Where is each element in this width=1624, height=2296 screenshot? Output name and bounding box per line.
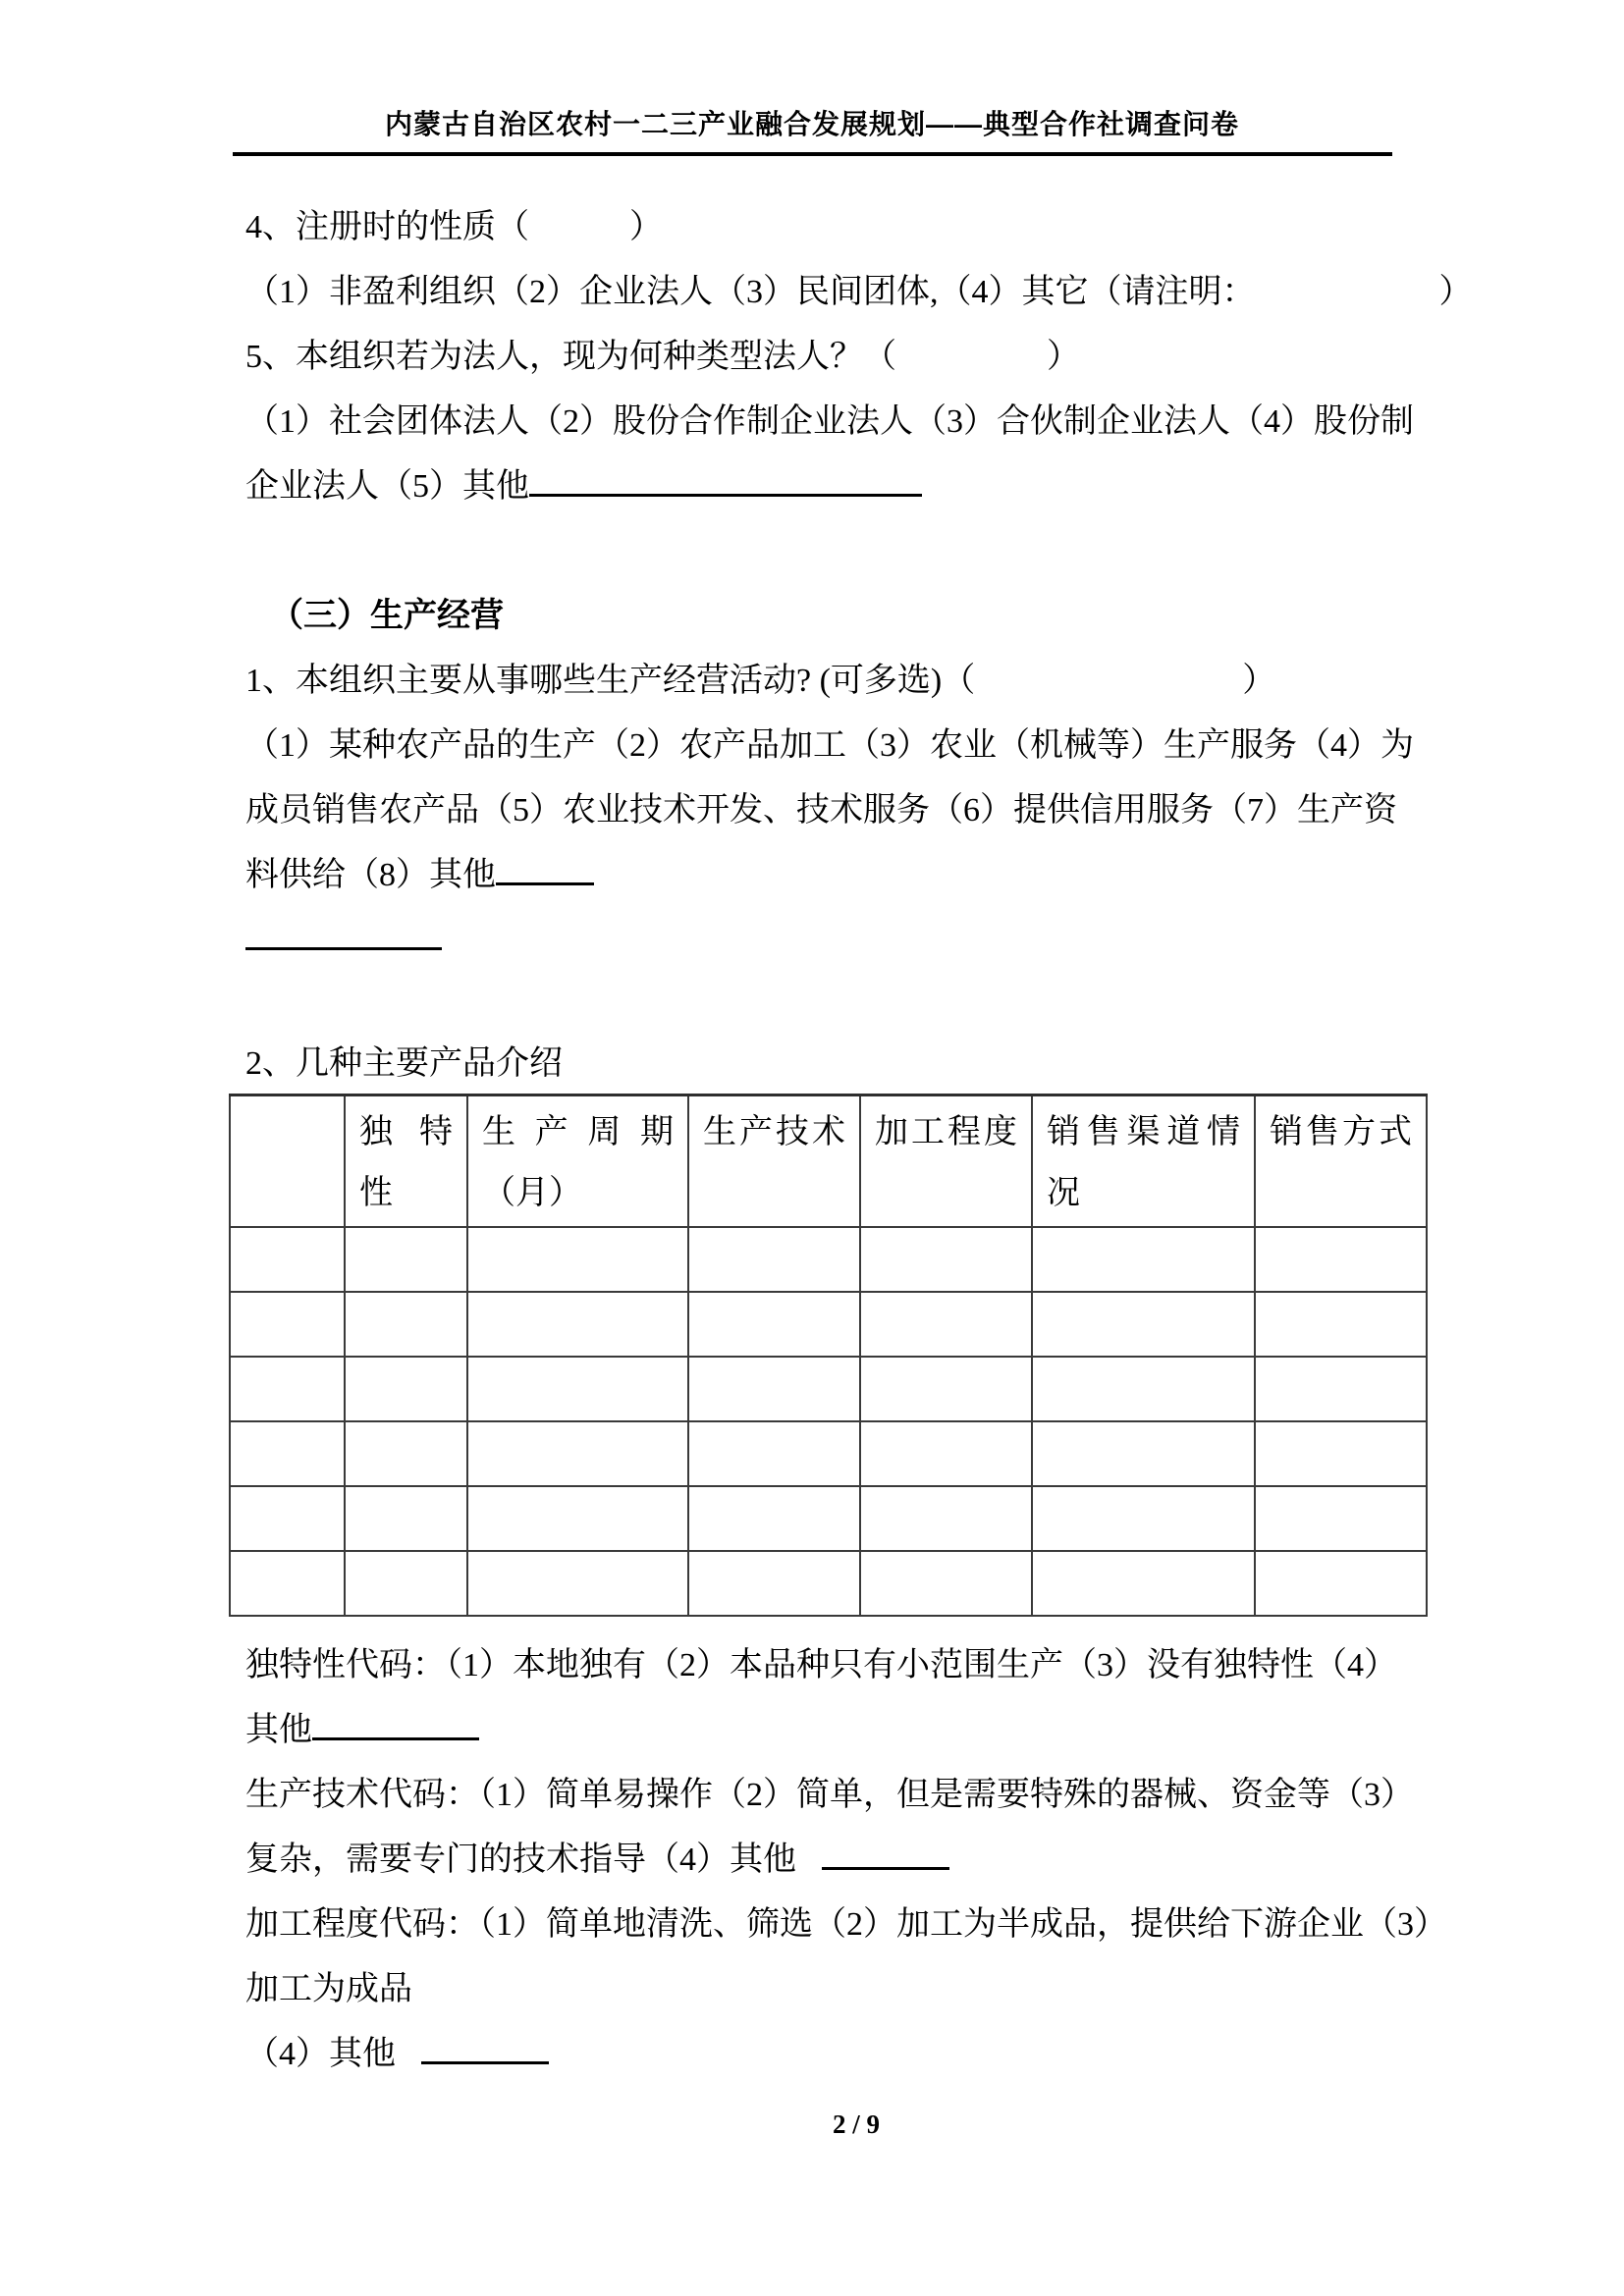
product-cell[interactable] — [230, 1292, 345, 1357]
product-cell[interactable] — [1032, 1486, 1255, 1551]
product-cell[interactable] — [688, 1551, 860, 1616]
product-cell[interactable] — [467, 1421, 688, 1486]
product-cell[interactable] — [345, 1486, 467, 1551]
q5-other-fill-blank[interactable] — [529, 454, 922, 497]
product-row — [230, 1486, 1427, 1551]
uniqueness-code-line1: 独特性代码：（1）本地独有（2）本品种只有小范围生产（3）没有独特性（4） — [245, 1647, 1397, 1683]
blank-line — [245, 519, 1467, 584]
product-cell[interactable] — [1032, 1227, 1255, 1292]
question-1: 1、本组织主要从事哪些生产经营活动? (可多选)（ ） — [245, 663, 1276, 699]
product-cell[interactable] — [467, 1292, 688, 1357]
product-cell[interactable] — [230, 1357, 345, 1421]
product-cell[interactable] — [688, 1421, 860, 1486]
question-5-options-line2 — [245, 454, 1467, 519]
product-cell[interactable] — [688, 1486, 860, 1551]
product-row — [230, 1421, 1427, 1486]
uniqueness-code-line2-text: 其他 — [245, 1712, 312, 1748]
processing-other-fill-blank[interactable] — [421, 2022, 549, 2064]
processing-code-line3 — [245, 2022, 1467, 2087]
product-cell[interactable] — [1032, 1357, 1255, 1421]
product-cell[interactable] — [1032, 1551, 1255, 1616]
document-title: 内蒙古自治区农村一二三产业融合发展规划——典型合作社调查问卷 — [384, 109, 1239, 139]
product-row — [230, 1227, 1427, 1292]
product-row — [230, 1551, 1427, 1616]
technique-code-line2-text: 复杂，需要专门的技术指导（4）其他 — [245, 1842, 822, 1878]
question-2-label: 2、几种主要产品介绍 — [245, 1045, 563, 1082]
question-1-options-line2: 成员销售农产品（5）农业技术开发、技术服务（6）提供信用服务（7）生产资 — [245, 792, 1397, 828]
question-1-options-line3-text: 料供给（8）其他 — [245, 857, 496, 893]
product-cell[interactable] — [1255, 1357, 1427, 1421]
product-cell[interactable] — [1255, 1421, 1427, 1486]
product-col-name — [230, 1095, 345, 1228]
product-cell[interactable] — [1255, 1227, 1427, 1292]
product-row — [230, 1292, 1427, 1357]
technique-code-line1: 生产技术代码：（1）简单易操作（2）简单，但是需要特殊的器械、资金等（3） — [245, 1777, 1414, 1813]
question-1-options-line3 — [245, 843, 1467, 908]
product-col-sales-channel: 销售渠道情 况 — [1032, 1095, 1255, 1228]
product-cell[interactable] — [860, 1551, 1032, 1616]
product-cell[interactable] — [1255, 1551, 1427, 1616]
product-cell[interactable] — [467, 1357, 688, 1421]
question-4-options: （1）非盈利组织（2）企业法人（3）民间团体,（4）其它（请注明： ） — [245, 274, 1473, 310]
technique-other-fill-blank[interactable] — [822, 1828, 949, 1870]
product-cell[interactable] — [230, 1421, 345, 1486]
products-table-header-row — [230, 1095, 1427, 1228]
processing-code-line3-text: （4）其他 — [245, 2036, 421, 2072]
product-cell[interactable] — [860, 1292, 1032, 1357]
product-cell[interactable] — [345, 1292, 467, 1357]
question-1-options-line1: （1）某种农产品的生产（2）农产品加工（3）农业（机械等）生产服务（4）为 — [245, 727, 1414, 764]
processing-code-line2: 加工为成品 — [245, 1971, 412, 2007]
product-cell[interactable] — [230, 1227, 345, 1292]
product-col-uniqueness: 独特 性 — [345, 1095, 467, 1228]
product-cell[interactable] — [345, 1551, 467, 1616]
product-cell[interactable] — [345, 1227, 467, 1292]
product-cell[interactable] — [230, 1486, 345, 1551]
product-cell[interactable] — [688, 1292, 860, 1357]
question-4: 4、注册时的性质（ ） — [245, 209, 663, 245]
document-header — [0, 0, 1624, 156]
product-cell[interactable] — [345, 1357, 467, 1421]
product-cell[interactable] — [688, 1227, 860, 1292]
code-legend — [245, 1633, 1467, 2087]
question-5: 5、本组织若为法人，现为何种类型法人？（ ） — [245, 339, 1080, 375]
uniqueness-other-fill-blank[interactable] — [312, 1698, 479, 1740]
uniqueness-code-line2 — [245, 1698, 1467, 1763]
product-row — [230, 1357, 1427, 1421]
product-col-sales-method: 销售方式 — [1255, 1095, 1427, 1228]
product-cell[interactable] — [860, 1227, 1032, 1292]
q1-other-fill-blank[interactable] — [496, 843, 594, 885]
product-cell[interactable] — [1032, 1292, 1255, 1357]
product-col-processing-degree: 加工程度 — [860, 1095, 1032, 1228]
product-col-production-technique: 生产技术 — [688, 1095, 860, 1228]
section-3-heading: （三）生产经营 — [270, 598, 504, 634]
technique-code-line2 — [245, 1828, 1467, 1893]
product-cell[interactable] — [1255, 1486, 1427, 1551]
processing-code-line1: 加工程度代码：（1）简单地清洗、筛选（2）加工为半成品，提供给下游企业（3） — [245, 1906, 1447, 1943]
continuation-fill-line — [245, 908, 1467, 973]
product-cell[interactable] — [688, 1357, 860, 1421]
product-cell[interactable] — [860, 1486, 1032, 1551]
products-table — [229, 1094, 1428, 1617]
product-col-production-cycle: 生产周期 （月） — [467, 1095, 688, 1228]
document-body — [245, 156, 1473, 2144]
question-5-options-line1: （1）社会团体法人（2）股份合作制企业法人（3）合伙制企业法人（4）股份制 — [245, 403, 1414, 440]
product-cell[interactable] — [230, 1551, 345, 1616]
q1-other-fill-blank-continued[interactable] — [245, 908, 442, 950]
product-cell[interactable] — [1032, 1421, 1255, 1486]
question-5-options-line2-text: 企业法人（5）其他 — [245, 468, 529, 505]
page-number-indicator: 2 / 9 — [832, 2109, 880, 2139]
product-cell[interactable] — [467, 1486, 688, 1551]
product-cell[interactable] — [467, 1551, 688, 1616]
product-cell[interactable] — [467, 1227, 688, 1292]
blank-line — [245, 973, 1467, 1032]
product-cell[interactable] — [860, 1421, 1032, 1486]
product-cell[interactable] — [345, 1421, 467, 1486]
product-cell[interactable] — [1255, 1292, 1427, 1357]
product-cell[interactable] — [860, 1357, 1032, 1421]
